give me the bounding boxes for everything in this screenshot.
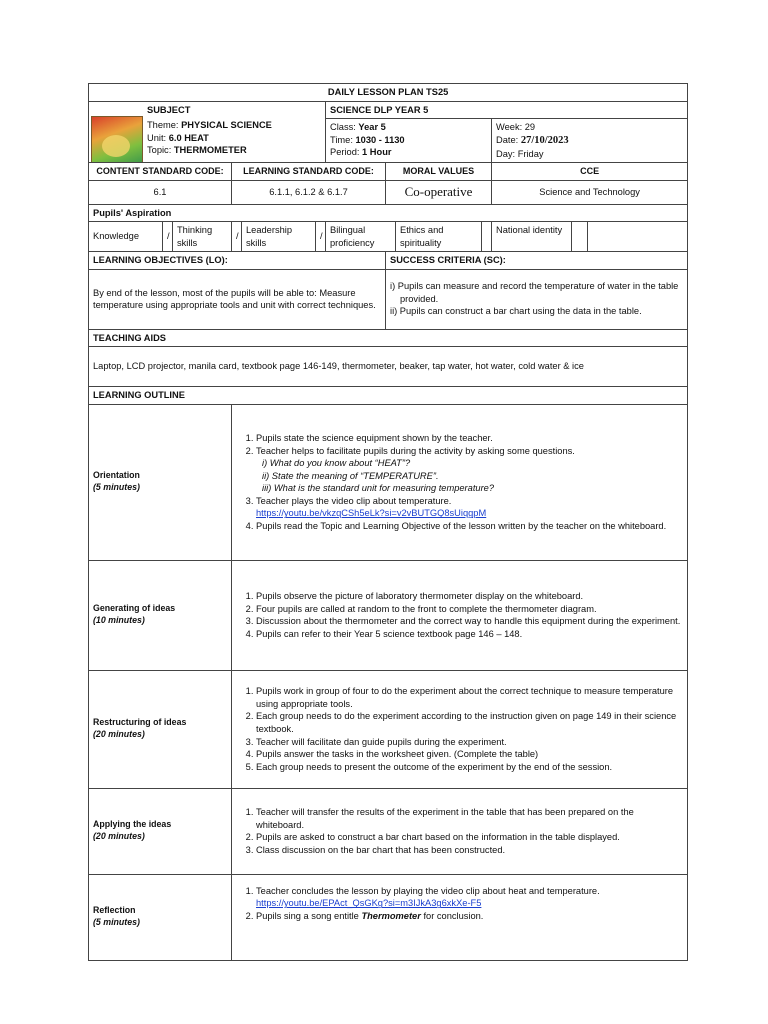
aspiration-thinking: Thinking skills [173, 222, 232, 252]
restructuring-item-1: 1. Pupils work in group of four to do the experiment about the correct technique to measure temperature using appropriate tools. [256, 685, 683, 710]
topic-line: Topic: THERMOMETER [147, 145, 247, 156]
video-link-heat[interactable]: https://youtu.be/EPAct_QsGKg?si=m3IJkA3g6xkXe-F5 [256, 898, 482, 909]
textbook-cover-image [91, 116, 143, 163]
applying-item-2: 2. Pupils are asked to construct a bar chart based on the information in the table displayed. [256, 831, 683, 844]
reflection-title: Reflection [93, 905, 136, 916]
learning-standard-header: LEARNING STANDARD CODE: [232, 163, 386, 180]
reflection-phase [89, 874, 232, 960]
aspiration-knowledge: Knowledge [89, 222, 163, 252]
generating-item-4: 4. Pupils can refer to their Year 5 science textbook page 146 – 148. [256, 628, 683, 641]
week-date-cell [492, 119, 688, 163]
video-link-temperature[interactable]: https://youtu.be/vkzqCSh5eLk?si=v2vBUTGQ8sUiqgpM [256, 508, 487, 519]
moral-value: Co-operative [386, 180, 492, 204]
reflection-item-1: 1. Teacher concludes the lesson by playing the video clip about heat and temperature. https://youtu.be/EPAct_QsGKg?si=m3IJkA3g6xkXe-F5 [256, 885, 683, 910]
title-row [89, 84, 688, 102]
dlp-label: SCIENCE DLP YEAR 5 [326, 101, 688, 119]
unit-line: Unit: 6.0 HEAT [147, 132, 209, 143]
class-time-cell [326, 119, 492, 163]
aids-text: Laptop, LCD projector, manila card, textbook page 146-149, thermometer, beaker, tap water, hot water, cold water & ice [89, 347, 688, 387]
period-line: Period: 1 Hour [330, 147, 392, 158]
lo-text: By end of the lesson, most of the pupils will be able to: Measure temperature using appropriate tools and unit with correct techniques. [89, 269, 386, 329]
page-title: DAILY LESSON PLAN TS25 [89, 84, 688, 102]
reflection-content [232, 874, 688, 960]
time-line: Time: 1030 - 1130 [330, 134, 405, 145]
orientation-minutes: (5 minutes) [93, 482, 140, 493]
subject-cell [89, 101, 326, 163]
applying-minutes: (20 minutes) [93, 831, 145, 842]
orientation-item-4: 4. Pupils read the Topic and Learning Objective of the lesson written by the teacher on the whiteboard. [256, 520, 683, 533]
sc-header: SUCCESS CRITERIA (SC): [386, 252, 688, 270]
learning-standard-value: 6.1.1, 6.1.2 & 6.1.7 [232, 180, 386, 204]
aspiration-leadership: Leadership skills [242, 222, 316, 252]
aspiration-label: Pupils' Aspiration [89, 204, 688, 222]
theme-line: Theme: PHYSICAL SCIENCE [147, 120, 272, 131]
restructuring-title: Restructuring of ideas [93, 717, 187, 728]
generating-title: Generating of ideas [93, 603, 176, 614]
generating-item-3: 3. Discussion about the thermometer and the correct way to handle this equipment during the experiment. [256, 615, 683, 628]
generating-minutes: (10 minutes) [93, 615, 145, 626]
orientation-question-1: i) What do you know about “HEAT”? [262, 458, 411, 469]
reflection-row [89, 874, 688, 960]
generating-item-2: 2. Four pupils are called at random to the front to complete the thermometer diagram. [256, 603, 683, 616]
aspiration-leadership-mark: / [316, 222, 326, 252]
restructuring-item-4: 4. Pupils answer the tasks in the worksheet given. (Complete the table) [256, 748, 683, 761]
generating-item-1: 1. Pupils observe the picture of laboratory thermometer display on the whiteboard. [256, 590, 683, 603]
restructuring-row [89, 670, 688, 788]
applying-content [232, 788, 688, 874]
applying-phase [89, 788, 232, 874]
sc-item-2: ii) Pupils can construct a bar chart using the data in the table. [390, 306, 642, 317]
generating-content [232, 560, 688, 670]
restructuring-item-3: 3. Teacher will facilitate dan guide pupils during the experiment. [256, 736, 683, 749]
orientation-item-2: 2. Teacher helps to facilitate pupils during the activity by asking some questions. i) What do you know about “HEAT”? ii) State the meaning of “TEMPERATURE”. iii) What is the standard unit for measuring temperature? [256, 445, 683, 495]
applying-title: Applying the ideas [93, 819, 172, 830]
lesson-plan-table [88, 83, 688, 961]
song-title: Thermometer [361, 910, 421, 921]
content-standard-header: CONTENT STANDARD CODE: [89, 163, 232, 180]
reflection-item-2: 2. Pupils sing a song entitle Thermometer for conclusion. [256, 910, 683, 923]
aspiration-bilingual: Bilingual proficiency [326, 222, 396, 252]
cce-value: Science and Technology [492, 180, 688, 204]
generating-row [89, 560, 688, 670]
orientation-item-1: 1. Pupils state the science equipment shown by the teacher. [256, 432, 683, 445]
week-line: Week: 29 [496, 122, 536, 133]
orientation-phase [89, 404, 232, 560]
moral-values-header: MORAL VALUES [386, 163, 492, 180]
orientation-question-3: iii) What is the standard unit for measuring temperature? [262, 483, 495, 494]
sc-list [386, 269, 688, 329]
aspiration-blank [588, 222, 688, 252]
subject-label: SUBJECT [147, 104, 191, 115]
restructuring-item-2: 2. Each group needs to do the experiment according to the instruction given on page 149 in their science textbook. [256, 710, 683, 735]
applying-item-1: 1. Teacher will transfer the results of the experiment in the table that has been prepared on the whiteboard. [256, 806, 683, 831]
orientation-content [232, 404, 688, 560]
aids-header: TEACHING AIDS [89, 329, 688, 347]
orientation-question-2: ii) State the meaning of “TEMPERATURE”. [262, 470, 439, 481]
day-line: Day: Friday [496, 148, 544, 159]
orientation-item-3: 3. Teacher plays the video clip about temperature. https://youtu.be/vkzqCSh5eLk?si=v2vBUTGQ8sUiqgpM [256, 495, 683, 520]
reflection-minutes: (5 minutes) [93, 917, 140, 928]
orientation-title: Orientation [93, 470, 140, 481]
outline-header: LEARNING OUTLINE [89, 387, 688, 405]
aspiration-national-mark [572, 222, 588, 252]
lo-header: LEARNING OBJECTIVES (LO): [89, 252, 386, 270]
aspiration-knowledge-mark: / [163, 222, 173, 252]
aspiration-ethics-mark [482, 222, 492, 252]
restructuring-phase [89, 670, 232, 788]
applying-row [89, 788, 688, 874]
aspiration-national: National identity [492, 222, 572, 252]
restructuring-item-5: 5. Each group needs to present the outcome of the experiment by the end of the session. [256, 761, 683, 774]
generating-phase [89, 560, 232, 670]
orientation-row [89, 404, 688, 560]
content-standard-value: 6.1 [89, 180, 232, 204]
restructuring-minutes: (20 minutes) [93, 729, 145, 740]
cce-header: CCE [492, 163, 688, 180]
restructuring-content [232, 670, 688, 788]
date-line: Date: 27/10/2023 [496, 134, 569, 146]
aspiration-thinking-mark: / [232, 222, 242, 252]
applying-item-3: 3. Class discussion on the bar chart that has been constructed. [256, 844, 683, 857]
sc-item-1: i) Pupils can measure and record the temperature of water in the table provided. [390, 281, 679, 304]
lesson-plan-page [88, 83, 687, 961]
aspiration-ethics: Ethics and spirituality [396, 222, 482, 252]
class-line: Class: Year 5 [330, 122, 386, 133]
